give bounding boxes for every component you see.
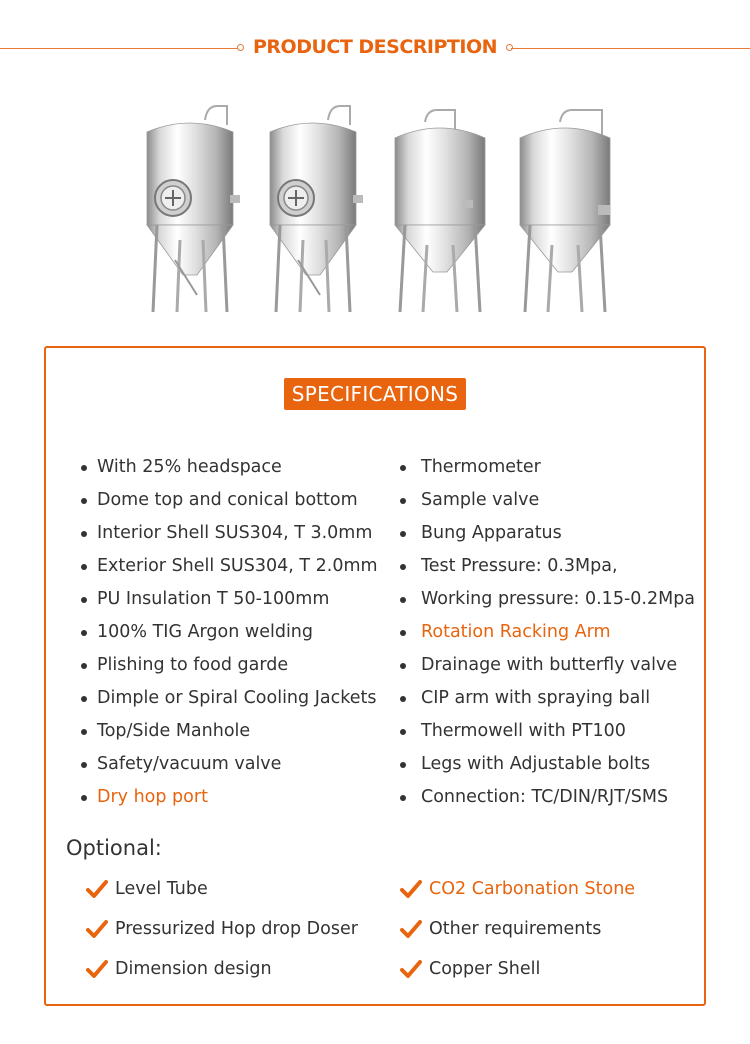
spec-item-text: Sample valve bbox=[421, 490, 540, 510]
spec-item-text: Connection: TC/DIN/RJT/SMS bbox=[421, 787, 669, 807]
spec-item-text: Legs with Adjustable bolts bbox=[421, 754, 651, 774]
spec-item bbox=[398, 748, 695, 781]
spec-item-text: Thermometer bbox=[421, 457, 541, 477]
bullet-icon bbox=[81, 465, 87, 471]
spec-item bbox=[80, 748, 378, 781]
product-image bbox=[130, 100, 630, 325]
bullet-icon bbox=[400, 597, 406, 603]
spec-item bbox=[398, 550, 695, 583]
spec-item-text: With 25% headspace bbox=[97, 457, 282, 477]
specs-list-right bbox=[398, 451, 695, 814]
specifications-title: SPECIFICATIONS bbox=[284, 378, 466, 410]
spec-item bbox=[80, 451, 378, 484]
bullet-icon bbox=[400, 465, 406, 471]
fermenter-tank-image bbox=[135, 100, 245, 325]
spec-item-text: Working pressure: 0.15-0.2Mpa bbox=[421, 589, 696, 609]
fermenter-tank-image bbox=[385, 100, 495, 325]
bullet-icon bbox=[81, 564, 87, 570]
spec-item-text: Rotation Racking Arm bbox=[421, 622, 611, 642]
spec-item bbox=[80, 517, 378, 550]
fermenter-tank-image bbox=[510, 100, 620, 325]
spec-item-text: Interior Shell SUS304, T 3.0mm bbox=[97, 523, 373, 543]
bullet-icon bbox=[400, 531, 406, 537]
spec-item bbox=[80, 781, 378, 814]
spec-item bbox=[80, 616, 378, 649]
spec-item bbox=[80, 484, 378, 517]
bullet-icon bbox=[81, 762, 87, 768]
spec-item-text: CIP arm with spraying ball bbox=[421, 688, 651, 708]
spec-item bbox=[80, 550, 378, 583]
spec-item-text: Test Pressure: 0.3Mpa, bbox=[421, 556, 618, 576]
header-divider-left bbox=[0, 48, 240, 49]
bullet-icon bbox=[400, 630, 406, 636]
bullet-icon bbox=[81, 630, 87, 636]
spec-item bbox=[80, 583, 378, 616]
bullet-icon bbox=[81, 531, 87, 537]
spec-item bbox=[398, 649, 695, 682]
specs-list-left bbox=[80, 451, 378, 814]
check-icon bbox=[400, 878, 422, 900]
section-header bbox=[0, 28, 750, 72]
spec-item-text: 100% TIG Argon welding bbox=[97, 622, 314, 642]
bullet-icon bbox=[81, 663, 87, 669]
spec-item bbox=[80, 682, 378, 715]
spec-item-text: PU Insulation T 50-100mm bbox=[97, 589, 330, 609]
spec-item-text: Dimple or Spiral Cooling Jackets bbox=[97, 688, 377, 708]
optional-title: Optional: bbox=[66, 836, 162, 860]
optional-item-text: Pressurized Hop drop Doser bbox=[115, 919, 358, 939]
optional-item-text: CO2 Carbonation Stone bbox=[429, 879, 636, 899]
check-icon bbox=[86, 958, 108, 980]
bullet-icon bbox=[400, 696, 406, 702]
check-icon bbox=[86, 878, 108, 900]
bullet-icon bbox=[400, 564, 406, 570]
spec-item-text: Safety/vacuum valve bbox=[97, 754, 282, 774]
bullet-icon bbox=[81, 795, 87, 801]
spec-item bbox=[398, 682, 695, 715]
bullet-icon bbox=[81, 729, 87, 735]
spec-item-text: Dry hop port bbox=[97, 787, 208, 807]
spec-item-text: Drainage with butterfly valve bbox=[421, 655, 678, 675]
spec-item-text: Top/Side Manhole bbox=[97, 721, 251, 741]
spec-item bbox=[398, 715, 695, 748]
bullet-icon bbox=[400, 762, 406, 768]
spec-item bbox=[80, 715, 378, 748]
spec-item-text: Plishing to food garde bbox=[97, 655, 289, 675]
bullet-icon bbox=[400, 663, 406, 669]
check-icon bbox=[400, 958, 422, 980]
bullet-icon bbox=[400, 729, 406, 735]
header-divider-right bbox=[511, 48, 750, 49]
bullet-icon bbox=[81, 597, 87, 603]
spec-item bbox=[398, 616, 695, 649]
bullet-icon bbox=[400, 498, 406, 504]
spec-item bbox=[398, 517, 695, 550]
spec-item bbox=[398, 781, 695, 814]
spec-item-text: Dome top and conical bottom bbox=[97, 490, 358, 510]
specifications-panel bbox=[44, 346, 706, 1006]
spec-item bbox=[398, 583, 695, 616]
spec-item bbox=[398, 451, 695, 484]
optional-item-text: Copper Shell bbox=[429, 959, 541, 979]
bullet-icon bbox=[400, 795, 406, 801]
optional-item-text: Other requirements bbox=[429, 919, 602, 939]
spec-item bbox=[398, 484, 695, 517]
fermenter-tank-image bbox=[258, 100, 368, 325]
bullet-icon bbox=[81, 498, 87, 504]
spec-item-text: Thermowell with PT100 bbox=[421, 721, 626, 741]
page-title: PRODUCT DESCRIPTION bbox=[252, 36, 497, 58]
optional-item-text: Dimension design bbox=[115, 959, 272, 979]
spec-item-text: Exterior Shell SUS304, T 2.0mm bbox=[97, 556, 378, 576]
spec-item bbox=[80, 649, 378, 682]
check-icon bbox=[400, 918, 422, 940]
bullet-icon bbox=[81, 696, 87, 702]
spec-item-text: Bung Apparatus bbox=[421, 523, 562, 543]
check-icon bbox=[86, 918, 108, 940]
optional-item-text: Level Tube bbox=[115, 879, 208, 899]
